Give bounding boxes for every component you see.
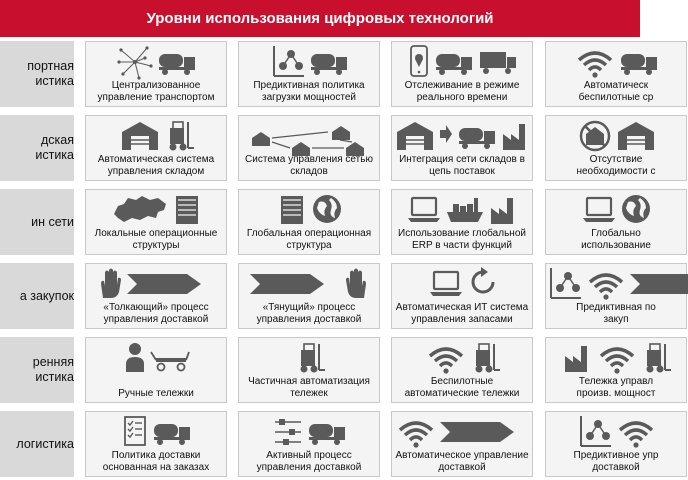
tanker-truck-icon [311, 54, 347, 75]
technology-cell [545, 411, 687, 477]
technology-cell [238, 115, 380, 181]
technology-cell [85, 337, 227, 403]
truck-icon [480, 52, 516, 74]
tanker-truck-icon [459, 128, 495, 149]
sliders-icon [275, 419, 301, 445]
cell-caption: Частичная автоматизация тележек [248, 376, 370, 399]
cell-caption: Отсутствие необходимости с [576, 154, 656, 177]
wifi-icon [430, 349, 462, 374]
wifi-icon [590, 275, 622, 300]
analytics-icon [581, 416, 611, 446]
cell-caption: «Толкающий» процесс управления доставкой [103, 302, 209, 325]
page-title: Уровни использования цифровых технологий [0, 0, 640, 37]
cell-icons [86, 118, 228, 154]
technology-cell [238, 411, 380, 477]
wifi-icon [400, 423, 432, 448]
technology-cell [238, 337, 380, 403]
technology-cell [391, 263, 533, 329]
wifi-icon [601, 349, 633, 374]
cell-caption: Отслеживание в режиме реального времени [404, 80, 520, 103]
laptop-icon [583, 198, 615, 222]
technology-cell [238, 41, 380, 107]
person-icon [126, 343, 144, 372]
technology-cell [545, 263, 687, 329]
tanker-truck-icon [159, 54, 195, 75]
factory-icon [565, 346, 587, 372]
building-icon [281, 196, 303, 224]
forklift-icon [170, 122, 195, 151]
row-label-line: истика [35, 370, 74, 384]
ship-icon [447, 198, 483, 222]
cell-caption: Глобальная операционная структура [246, 228, 372, 251]
cell-caption: Предиктивная политика загрузки мощностей [253, 80, 365, 103]
cell-icons [392, 192, 534, 228]
cell-icons [239, 118, 381, 154]
warehouse-icon [122, 122, 158, 150]
cell-caption: Автоматическ беспилотные ср [578, 80, 654, 103]
row-label-line: истика [35, 148, 74, 162]
cell-caption: Политика доставки основанная на заказах [102, 450, 210, 473]
cell-caption: Система управления сетью складов [245, 154, 373, 177]
checklist-icon [125, 417, 145, 445]
chevron-band-icon [127, 274, 201, 294]
wifi-icon [579, 53, 611, 78]
row-label [0, 189, 74, 255]
tanker-truck-icon [621, 54, 657, 75]
row-label [0, 263, 74, 329]
row-label [0, 337, 74, 403]
cell-caption: Автоматическое управление доставкой [395, 450, 529, 473]
no-warehouse-icon [581, 122, 609, 150]
tanker-truck-icon [154, 424, 190, 445]
cell-icons [546, 414, 688, 450]
globe-icon [313, 195, 341, 223]
cell-icons [239, 192, 381, 228]
warehouse-icon [618, 122, 654, 150]
laptop-icon [408, 198, 440, 222]
technology-cell [85, 411, 227, 477]
cell-icons [86, 266, 228, 302]
cell-caption: Предиктивное упр доставкой [573, 450, 659, 473]
chevron-band-icon [250, 274, 324, 294]
row-label-line: логистика [16, 436, 74, 451]
tanker-truck-icon [436, 54, 472, 75]
cell-caption: Использование глобальной ERP в части функций [398, 228, 526, 251]
forklift-icon [647, 344, 672, 373]
building-icon [176, 196, 198, 224]
technology-cell [85, 263, 227, 329]
row-label-line: истика [35, 74, 74, 88]
technology-cell [391, 337, 533, 403]
technology-cell [85, 41, 227, 107]
technology-cell [545, 41, 687, 107]
hub-network-icon [117, 46, 152, 79]
technology-cell [391, 189, 533, 255]
row-label-line: дская [40, 133, 74, 147]
technology-cell [545, 189, 687, 255]
technology-cell [85, 189, 227, 255]
cell-icons [86, 192, 228, 228]
globe-icon [622, 195, 650, 223]
cell-caption: «Тянущий» процесс управления доставкой [256, 302, 362, 325]
technology-cell [238, 263, 380, 329]
cell-icons [546, 118, 688, 154]
cell-icons [392, 266, 534, 302]
technology-cell [85, 115, 227, 181]
row-label [0, 115, 74, 181]
factory-icon [503, 124, 525, 150]
push-hand-icon [101, 269, 121, 299]
cell-icons [392, 340, 534, 376]
cell-caption: Централизованное управление транспортом [97, 80, 215, 103]
cell-icons [546, 44, 688, 80]
cell-icons [546, 266, 688, 302]
hand-cart-icon [151, 352, 189, 371]
cell-caption: Тележка управл произв. мощност [576, 376, 656, 399]
cell-caption: Активный процесс управления доставкой [256, 450, 362, 473]
row-label-line: ин сети [31, 214, 74, 229]
analytics-icon [551, 268, 581, 298]
row-label-line: а закупок [19, 288, 74, 303]
cell-icons [239, 266, 381, 302]
laptop-icon [430, 272, 462, 296]
smartphone-location-icon [411, 46, 427, 76]
wifi-icon [620, 423, 652, 448]
row-label [0, 41, 74, 107]
row-label [0, 411, 74, 477]
cell-icons [86, 340, 228, 376]
cell-icons [239, 44, 381, 80]
cell-caption: Глобально использование [581, 228, 651, 251]
technology-cell [545, 337, 687, 403]
cell-caption: Беспилотные автоматические тележки [404, 376, 520, 399]
cell-icons [86, 414, 228, 450]
technology-cell [391, 115, 533, 181]
row-label-line: ренняя [32, 355, 74, 369]
cell-icons [392, 44, 534, 80]
technology-cell [545, 115, 687, 181]
cell-caption: Предиктивная по закуп [576, 302, 656, 325]
cell-caption: Автоматическая система управления складом [97, 154, 215, 177]
cell-icons [239, 340, 381, 376]
cell-icons [86, 44, 228, 80]
russia-map-icon [114, 196, 166, 222]
cell-icons [546, 192, 688, 228]
technology-cell [391, 411, 533, 477]
refresh-icon [473, 267, 493, 292]
factory-icon [491, 198, 513, 224]
analytics-icon [274, 46, 304, 76]
cell-icons [239, 414, 381, 450]
warehouse-network-icon [252, 126, 364, 156]
chevron-band-icon [630, 274, 688, 294]
cell-caption: Автоматическая ИТ система управления запасами [395, 302, 529, 325]
arrow-right-icon [440, 125, 452, 143]
forklift-icon [301, 344, 326, 373]
cell-caption: Интеграция сети складов в цепь поставок [399, 154, 525, 177]
cell-icons [392, 118, 534, 154]
technology-cell [238, 189, 380, 255]
cell-icons [392, 414, 534, 450]
cell-icons [546, 340, 688, 376]
tanker-truck-icon [309, 424, 345, 445]
warehouse-icon [397, 122, 433, 150]
pull-hand-icon [346, 269, 366, 299]
chevron-band-icon [440, 422, 514, 442]
row-label-line: портная [27, 59, 74, 73]
cell-caption: Локальные операционные структуры [94, 228, 218, 251]
forklift-icon [476, 344, 501, 373]
technology-cell [391, 41, 533, 107]
cell-caption: Ручные тележки [118, 387, 194, 399]
